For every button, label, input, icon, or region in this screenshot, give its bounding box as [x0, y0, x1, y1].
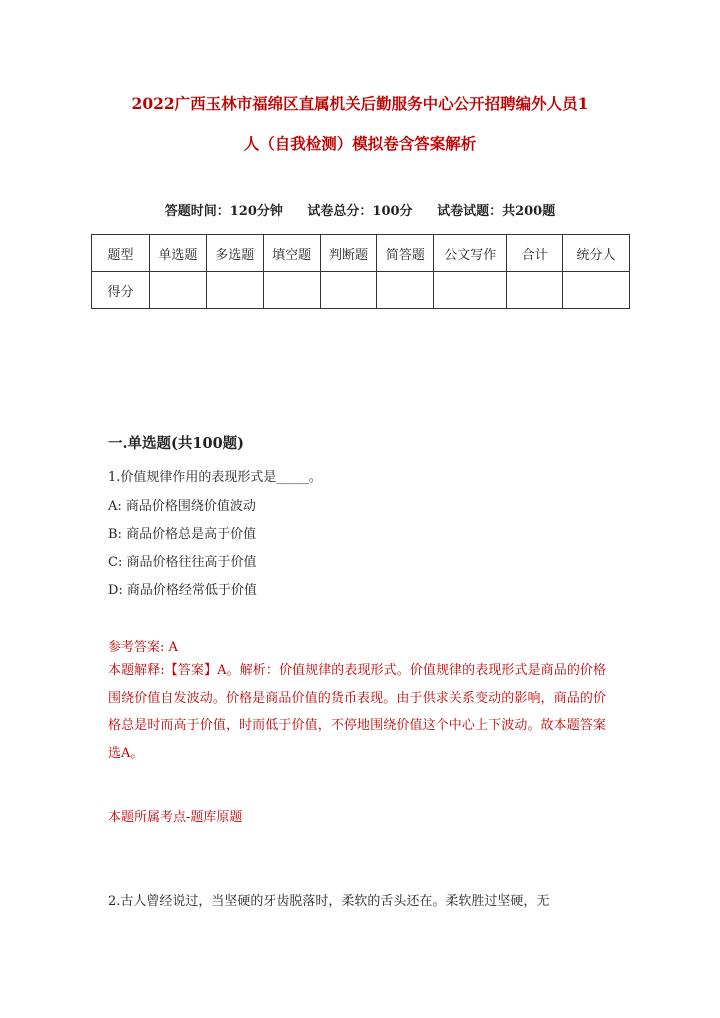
score-cell: [377, 272, 434, 309]
score-header-cell: 简答题: [377, 235, 434, 272]
section-heading: 一.单选题(共100题): [108, 435, 245, 452]
question-1-point: 本题所属考点-题库原题: [108, 810, 243, 825]
exam-total-score: 试卷总分：100分: [307, 204, 413, 219]
score-cell: [206, 272, 263, 309]
question-1-explanation: 本题解释:【答案】A。解析：价值规律的表现形式。价值规律的表现形式是商品的价格围绕价值自发波动。价格是商品价值的货币表现。由于供求关系变动的影响，商品的价格总是时而高于价值，时而低于价值，不停地围绕价值这个中心上下波动。故本题答案选A。: [108, 663, 606, 761]
score-header-cell: 判断题: [320, 235, 377, 272]
score-cell: [263, 272, 320, 309]
document-title-line-2: 人（自我检测）模拟卷含答案解析: [243, 134, 477, 153]
score-cell: [149, 272, 206, 309]
question-1-answer: 参考答案: A: [108, 640, 178, 655]
question-1-option-a: A: 商品价格围绕价值波动: [108, 499, 256, 514]
question-1-option-d: D: 商品价格经常低于价值: [108, 583, 257, 598]
score-header-cell: 多选题: [206, 235, 263, 272]
score-cell: [434, 272, 507, 309]
question-1-option-b: B: 商品价格总是高于价值: [108, 527, 257, 542]
score-header-cell: 单选题: [149, 235, 206, 272]
exam-question-count: 试卷试题：共200题: [437, 204, 556, 219]
score-table-score-row: [92, 272, 630, 309]
score-header-cell: 题型: [92, 235, 150, 272]
question-2-stem: 2.古人曾经说过，当坚硬的牙齿脱落时，柔软的舌头还在。柔软胜过坚硬，无: [108, 894, 550, 909]
question-1-stem: 1.价值规律作用的表现形式是_____。: [108, 470, 322, 485]
score-cell: [507, 272, 563, 309]
score-cell: [563, 272, 630, 309]
question-1-option-c: C: 商品价格往往高于价值: [108, 555, 257, 570]
score-cell: [320, 272, 377, 309]
document-title-line-1: 2022广西玉林市福绵区直属机关后勤服务中心公开招聘编外人员1: [131, 94, 589, 113]
score-header-cell: 合计: [507, 235, 563, 272]
score-header-cell: 公文写作: [434, 235, 507, 272]
score-table-header-row: [92, 235, 630, 272]
exam-meta: [0, 200, 720, 219]
score-row-label: 得分: [92, 272, 150, 309]
score-table: [91, 234, 630, 309]
score-header-cell: 填空题: [263, 235, 320, 272]
exam-time: 答题时间：120分钟: [164, 204, 283, 219]
score-header-cell: 统分人: [563, 235, 630, 272]
